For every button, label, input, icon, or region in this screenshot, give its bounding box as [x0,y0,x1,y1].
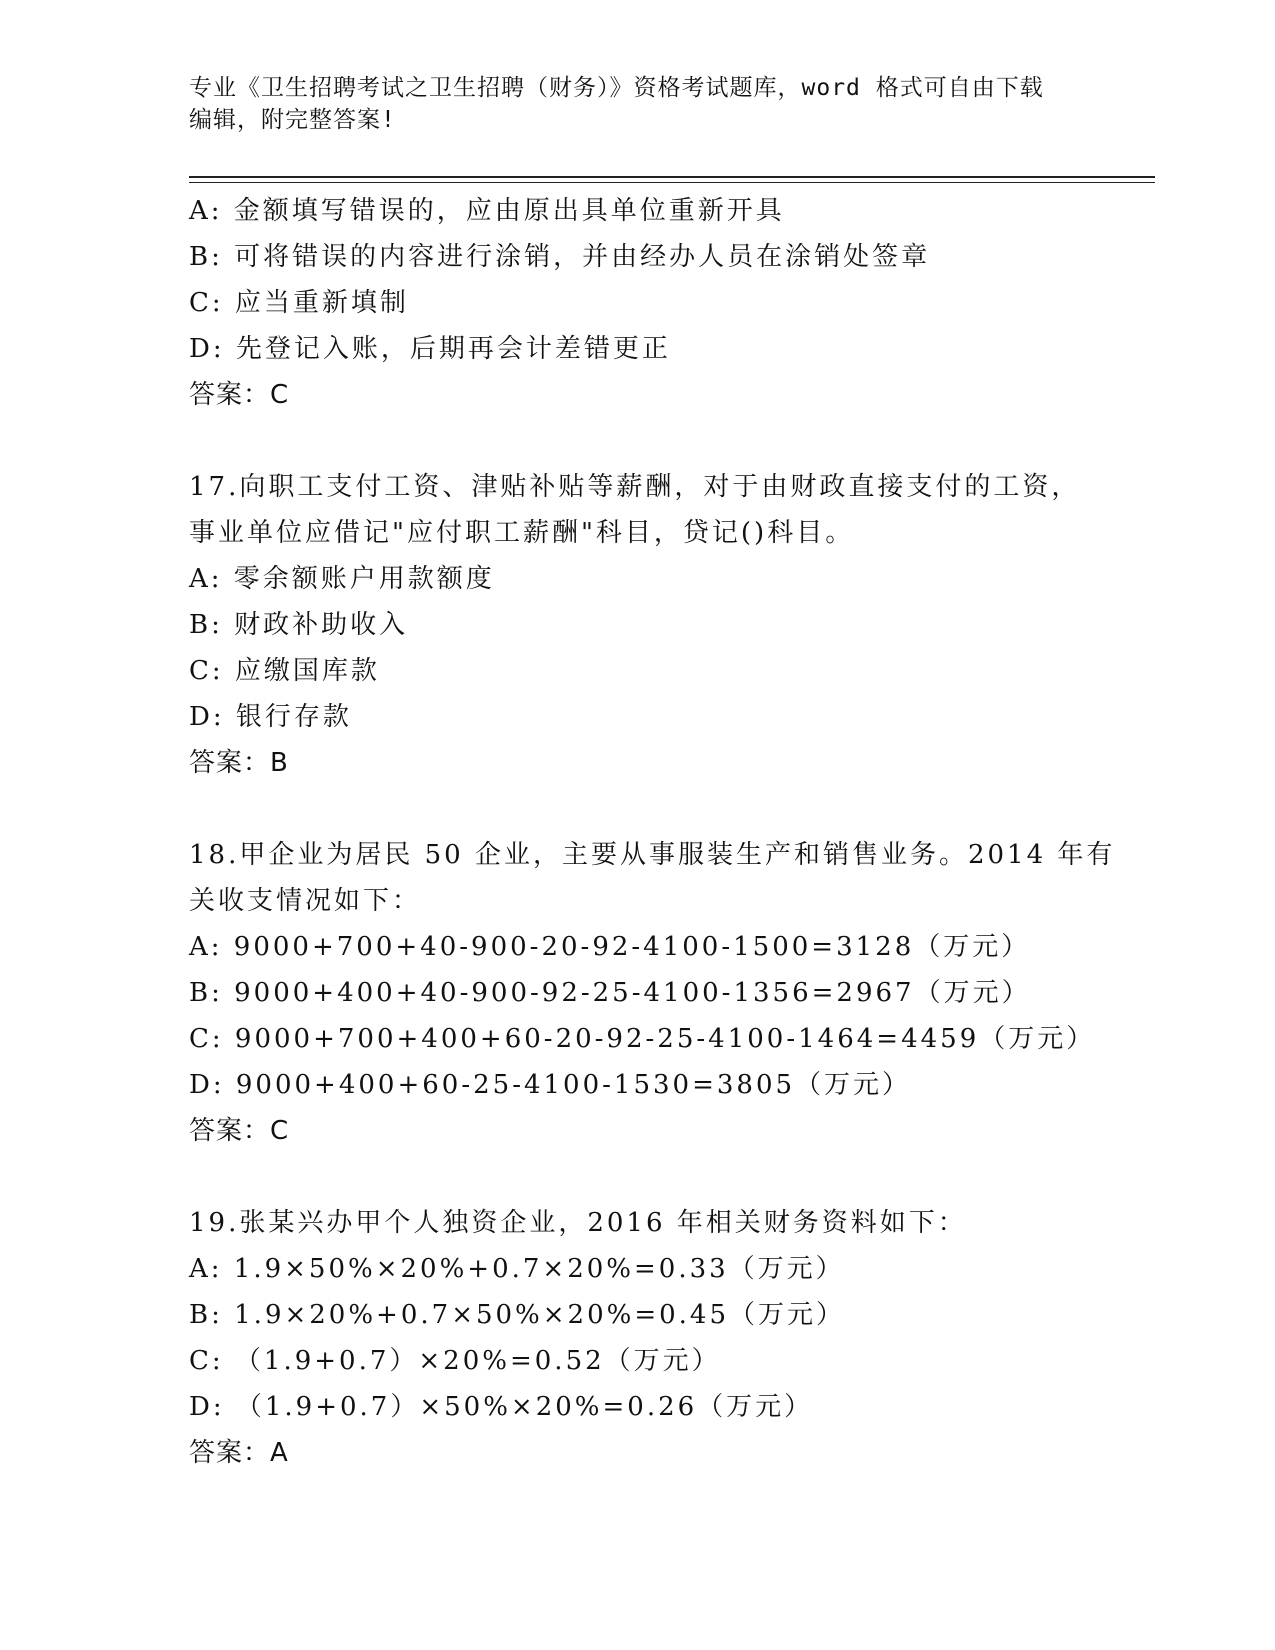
option-c: C: 9000+700+400+60-20-92-25-4100-1464=4459（万元） [189,1024,1096,1054]
option-a: A: 9000+700+40-900-20-92-4100-1500=3128（万元） [189,932,1031,962]
option-a: A: 1.9×50%×20%+0.7×20%=0.33（万元） [189,1254,845,1284]
document-header [189,72,1069,136]
question-16-block [189,188,1149,418]
question-stem-continued: 关收支情况如下： [189,886,422,916]
header-line-1: 专业《卫生招聘考试之卫生招聘（财务）》资格考试题库，word 格式可自由下载 [189,75,1044,101]
spacer [189,418,1149,464]
answer-line: 答案：B [189,748,289,778]
question-stem: 17.向职工支付工资、津贴补贴等薪酬，对于由财政直接支付的工资， [189,472,1081,502]
answer-line: 答案：A [189,1438,289,1468]
question-18-block [189,832,1149,1154]
answer-line: 答案：C [189,1116,290,1146]
option-b: B: 可将错误的内容进行涂销，并由经办人员在涂销处签章 [189,242,931,272]
header-divider-thin [189,182,1155,183]
option-d: D: 9000+400+60-25-4100-1530=3805（万元） [189,1070,912,1100]
option-b: B: 财政补助收入 [189,610,409,640]
option-a: A: 金额填写错误的，应由原出具单位重新开具 [189,196,785,226]
option-a: A: 零余额账户用款额度 [189,564,495,594]
option-d: D: 先登记入账，后期再会计差错更正 [189,334,671,364]
question-list [189,188,1149,1476]
question-19-block [189,1200,1149,1476]
option-d: D: 银行存款 [189,702,352,732]
option-d: D: （1.9+0.7）×50%×20%=0.26（万元） [189,1392,814,1422]
option-c: C: 应当重新填制 [189,288,409,318]
question-17-block [189,464,1149,786]
header-divider-thick [189,176,1155,178]
answer-line: 答案：C [189,380,290,410]
option-b: B: 9000+400+40-900-92-25-4100-1356=2967（万元） [189,978,1031,1008]
option-c: C: 应缴国库款 [189,656,380,686]
spacer [189,786,1149,832]
question-stem-continued: 事业单位应借记"应付职工薪酬"科目，贷记()科目。 [189,518,855,548]
option-c: C: （1.9+0.7）×20%=0.52（万元） [189,1346,721,1376]
spacer [189,1154,1149,1200]
option-b: B: 1.9×20%+0.7×50%×20%=0.45（万元） [189,1300,846,1330]
question-stem: 19.张某兴办甲个人独资企业，2016 年相关财务资料如下： [189,1208,967,1238]
header-line-2: 编辑，附完整答案! [189,107,396,133]
question-stem: 18.甲企业为居民 50 企业，主要从事服装生产和销售业务。2014 年有 [189,840,1116,870]
